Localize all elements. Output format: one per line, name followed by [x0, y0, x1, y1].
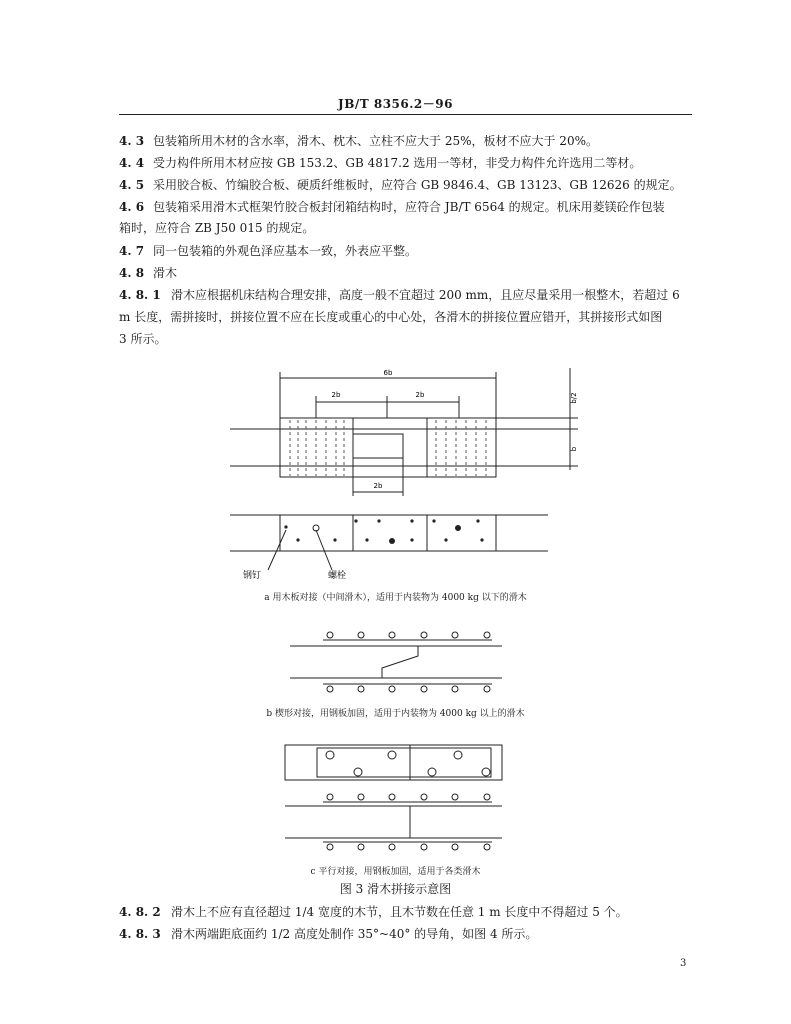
clause-number: 4. 5 — [119, 178, 145, 192]
dim-side-top: b/2 — [570, 392, 578, 404]
clause-number: 4. 8 — [119, 266, 145, 280]
clause-4-6-cont: 箱时，应符合 ZB J50 015 的规定。 — [119, 221, 315, 235]
dim-overall: 6b — [383, 369, 393, 377]
caption-a: a 用木板对接（中间滑木），适用于内装物为 4000 kg 以下的滑木 — [264, 593, 527, 603]
clause-text: 同一包装箱的外观色泽应基本一致，外表应平整。 — [153, 244, 418, 258]
dim-left: 2b — [331, 391, 341, 399]
caption-c: c 平行对接，用钢板加固，适用于各类滑木 — [310, 867, 481, 877]
dim-side: b — [570, 446, 578, 452]
clause-text: 包装箱采用滑木式框架竹胶合板封闭箱结构时，应符合 JB/T 6564 的规定。机床用菱镁砼作包装 — [153, 200, 665, 214]
clause-number: 4. 7 — [119, 244, 145, 258]
diagram-b-wedge-joint — [290, 640, 502, 684]
page-number: 3 — [680, 958, 687, 969]
clause-4-8-3 — [119, 926, 537, 942]
clause-text: 滑木应根据机床结构合理安排，高度一般不宜超过 200 mm，且应尽量采用一根整木，若超过 6 — [171, 288, 680, 302]
clause-number: 4. 8. 3 — [119, 927, 161, 941]
clause-number: 4. 8. 1 — [119, 288, 161, 302]
label-nail: 钢钉 — [242, 571, 262, 581]
diagram-c-plan — [285, 745, 502, 780]
clause-4-8-2 — [119, 904, 628, 920]
clause-text: 滑木两端距底面约 1/2 高度处制作 35°~40° 的导角，如图 4 所示。 — [171, 927, 538, 941]
clause-text: 滑木 — [153, 266, 178, 280]
caption-b: b 楔形对接，用钢板加固，适用于内装物为 4000 kg 以上的滑木 — [266, 709, 525, 719]
clause-number: 4. 8. 2 — [119, 905, 161, 919]
standard-header: JB/T 8356.2－96 — [338, 97, 453, 111]
clause-text: 滑木上不应有直径超过 1/4 宽度的木节，且木节数在任意 1 m 长度中不得超过 5 个。 — [171, 905, 628, 919]
diagram-a-plan — [230, 515, 548, 570]
clause-number: 4. 3 — [119, 134, 145, 148]
diagram-c-side — [285, 802, 502, 842]
dim-right: 2b — [415, 391, 425, 399]
figure-title: 图 3 滑木拼接示意图 — [339, 882, 452, 896]
clause-number: 4. 6 — [119, 200, 145, 214]
label-bolt: 螺栓 — [327, 571, 347, 581]
bolts-b — [327, 632, 490, 692]
dim-bottom: 2b — [373, 482, 383, 490]
clause-4-8-1-cont: m 长度，需拼接时，拼接位置不应在长度或重心的中心处，各滑木的拼接位置应错开，其拼接形式如图 — [119, 310, 663, 324]
clause-number: 4. 4 — [119, 156, 145, 170]
clause-text: 受力构件所用木材应按 GB 153.2、GB 4817.2 选用一等材，非受力构件允许选用二等材。 — [153, 156, 642, 170]
clause-text: 包装箱所用木材的含水率，滑木、枕木、立柱不应大于 25%，板材不应大于 20%。 — [153, 134, 598, 148]
clause-text: 采用胶合板、竹编胶合板、硬质纤维板时，应符合 GB 9846.4、GB 13123、GB 12626 的规定。 — [153, 178, 682, 192]
clause-4-8-1-cont2: 3 所示。 — [119, 332, 167, 346]
bolts-c — [326, 751, 490, 850]
fasteners-a — [284, 519, 483, 544]
diagram-a-side — [230, 368, 578, 496]
